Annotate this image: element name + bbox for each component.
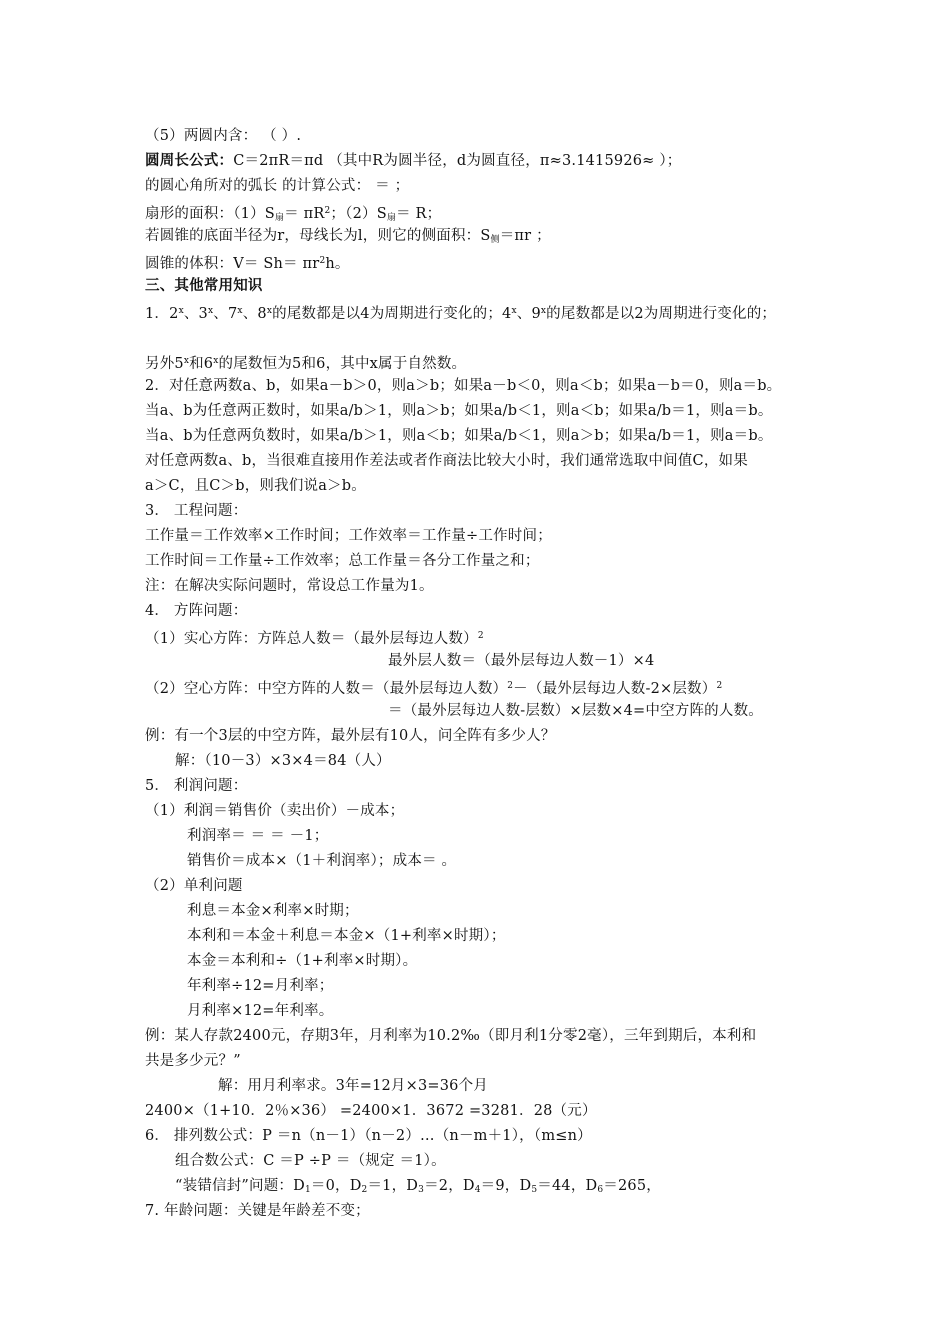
line-cone-lateral-area: 若圆锥的底面半径为r，母线长为l，则它的侧面积：$S_侧=\pi r$ ；: [145, 228, 551, 245]
line-principal: 本金＝本利和÷（1+利率×时期）。: [187, 953, 418, 969]
line-deposit-solution: 解：用月利率求。3年=12月×3=36个月: [218, 1078, 488, 1094]
line-deposit-calculation: 2400×（1+10．2％×36） =2400×1．3672 =3281．28（元）: [145, 1103, 597, 1119]
line-annual-to-monthly: 年利率÷12=月利率；: [187, 978, 334, 994]
line-square-solution: 解：（10－3）×3×4＝84（人）: [175, 753, 391, 769]
line-deposit-example: 例：某人存款2400元，存期3年，月利率为10.2‰（即月利1分零2毫），三年到期后，本利和: [145, 1028, 757, 1044]
line-monthly-to-annual: 月利率×12=年利率。: [187, 1003, 334, 1019]
line-combination-formula: 组合数公式：C ＝P ÷P ＝（规定 ＝1）。: [175, 1153, 446, 1169]
line-arc-length: 的圆心角所对的弧长 的计算公式： ＝ ；: [145, 178, 410, 194]
line-cone-volume: 圆锥的体积：$V= Sh= \pi r^2h$。: [145, 256, 350, 272]
line-solid-square: （1）实心方阵：方阵总人数＝（最外层每边人数）$^2$: [145, 631, 484, 647]
line-work-formula-1: 工作量＝工作效率×工作时间；工作效率＝工作量÷工作时间；: [145, 528, 552, 544]
circumference-heading: 圆周长公式：: [145, 152, 234, 169]
line-compare-middle-value: 对任意两数a、b，当很难直接用作差法或者作商法比较大小时，我们通常选取中间值C，如果: [145, 453, 748, 469]
line-permutation-formula: 6． 排列数公式：P ＝n（n－1）（n－2）…（n－m＋1），（m≤n）: [145, 1128, 592, 1144]
circumference-text: C＝2πR＝πd （其中R为圆半径，d为圆直径，π≈3.1415926≈ ）；: [233, 153, 682, 169]
line-hollow-square: （2）空心方阵：中空方阵的人数＝（最外层每边人数）$^2$－（最外层每边人数-2×层数）$^2$: [145, 681, 723, 697]
line-compare-negative-quotient: 当a、b为任意两负数时，如果a/b＞1，则a＜b；如果a/b＜1，则a＞b；如果a/b＝1，则a＝b。: [145, 428, 773, 444]
line-compare-positive-quotient: 当a、b为任意两正数时，如果a/b＞1，则a＞b；如果a/b＜1，则a＜b；如果a/b＝1，则a＝b。: [145, 403, 773, 419]
line-sector-area: 扇形的面积：$(1)S_扇= \pi R^2$；$(2)S_扇= R$；: [145, 206, 442, 223]
line-hollow-square-alt: ＝（最外层每边人数-层数）×层数×4=中空方阵的人数。: [388, 703, 763, 719]
heading-work-problems: 3． 工程问题：: [145, 503, 248, 519]
line-deposit-example-cont: 共是多少元？”: [145, 1053, 241, 1069]
line-outer-layer-count: 最外层人数＝（最外层每边人数－1）×4: [388, 653, 655, 669]
section-heading-common-knowledge: 三、其他常用知识: [145, 277, 263, 294]
line-simple-interest-heading: （2）单利问题: [145, 878, 243, 894]
line-profit: （1）利润＝销售价（卖出价）－成本；: [145, 803, 405, 819]
line-work-note: 注：在解决实际问题时，常设总工作量为1。: [145, 578, 434, 594]
line-principal-and-interest: 本利和＝本金＋利息＝本金×（1+利率×时期）；: [187, 928, 506, 944]
line-sale-price: 销售价＝成本×（1＋利润率）；成本＝ 。: [187, 853, 457, 869]
heading-profit-problems: 5． 利润问题：: [145, 778, 248, 794]
line-work-formula-2: 工作时间＝工作量÷工作效率；总工作量＝各分工作量之和；: [145, 553, 540, 569]
heading-square-formation: 4． 方阵问题：: [145, 603, 248, 619]
line-misaddressed-envelopes: “装错信封”问题：$D_1=0$，$D_2=1$，$D_3=2$，$D_4=9$，$D_5=44$，$D_6=265$，: [175, 1178, 661, 1195]
line-compare-middle-value-cont: a＞C，且C＞b，则我们说a＞b。: [145, 478, 366, 494]
line-interest: 利息＝本金×利率×时期；: [187, 903, 359, 919]
line-profit-rate: 利润率＝ ＝ ＝ －1；: [187, 828, 329, 844]
line-two-circles-internal: （5）两圆内含： （ ）.: [145, 128, 302, 144]
line-compare-difference: 2．对任意两数a、b，如果a－b＞0，则a＞b；如果a－b＜0，则a＜b；如果a－b＝0，则a＝b。: [145, 378, 782, 394]
line-age-problem: 7. 年龄问题：关键是年龄差不变；: [145, 1203, 370, 1219]
line-tail-digits-5-6: 另外5$^x$和6$^x$的尾数恒为5和6，其中x属于自然数。: [145, 356, 467, 372]
line-square-example: 例：有一个3层的中空方阵，最外层有10人，问全阵有多少人？: [145, 728, 556, 744]
line-tail-digits-period: 1．2$^x$、3$^x$、7$^x$、8$^x$的尾数都是以4为周期进行变化的；4$^x$、9$^x$的尾数都是以2为周期进行变化的；: [145, 306, 777, 322]
line-circumference-formula: [145, 151, 682, 171]
